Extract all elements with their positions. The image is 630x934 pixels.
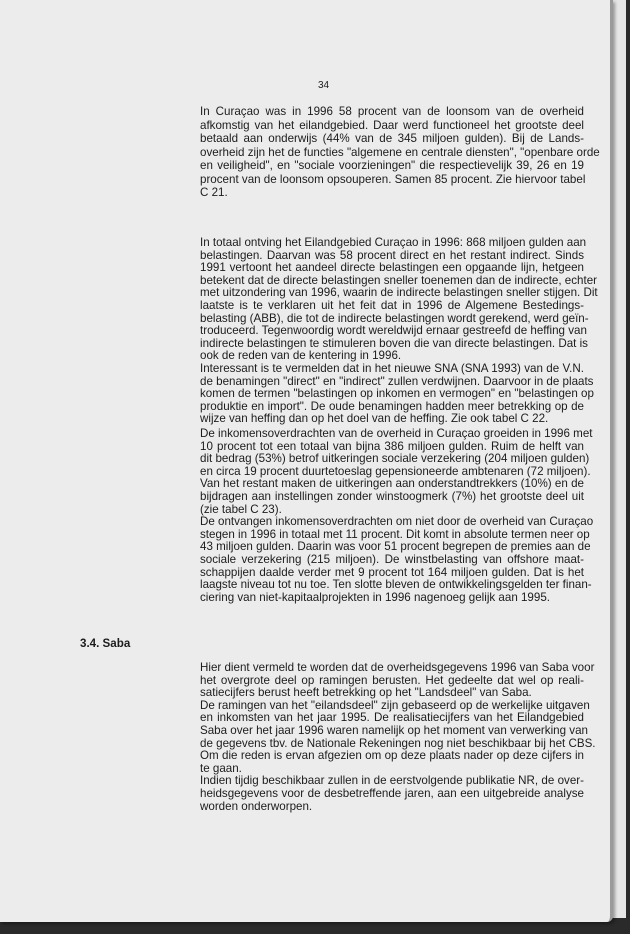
section-heading: 3.4. Saba	[80, 637, 131, 650]
text-line: De ontvangen inkomensoverdrachten om niet door de overheid van Curaçao	[200, 515, 594, 529]
text-line: In Curaçao was in 1996 58 procent van de loonsom van de overheid	[200, 105, 584, 118]
text-line: 43 miljoen gulden. Daarin was voor 51 procent begrepen de premies aan de	[200, 540, 591, 554]
text-line: satiecijfers berust heeft betrekking op het "Landsdeel" van Saba.	[200, 686, 532, 700]
text-line: indirecte belastingen te stimuleren boven die van directe belastingen. Dat is	[200, 336, 588, 350]
text-line: De ramingen van het "eilandsdeel" zijn gebaseerd op de werkelijke uitgaven	[200, 698, 590, 712]
text-line: produktie en import". De oude benamingen hadden meer betrekking op de	[200, 399, 584, 413]
paragraph-inkomensoverdrachten	[200, 427, 593, 516]
text-line: 10 procent tot een totaal van bijna 386 miljoen gulden. Ruim de helft van	[200, 439, 584, 453]
text-line: Hier dient vermeld te worden dat de overheidsgegevens 1996 van Saba voor	[200, 661, 595, 674]
text-line: belastingen. Daarvan was 58 procent direct en het restant indirect. Sinds	[200, 248, 584, 262]
text-line: sociale verzekering (215 miljoen). De winstbelasting van offshore maat-	[200, 552, 584, 566]
paragraph-saba-ramingen	[200, 698, 596, 776]
text-line: troduceerd. Tegenwoordig wordt wereldwijd ernaar gestreefd de heffing van	[200, 324, 587, 338]
paragraph-sna	[200, 362, 594, 426]
text-line: heidsgegevens voor de desbetreffende jaren, aan een uitgebreide analyse	[200, 786, 584, 800]
text-line: komen de termen "belastingen op inkomen en vermogen" en "belastingen op	[200, 387, 594, 401]
text-line: stegen in 1996 in totaal met 11 procent. Dit komt in absolute termen neer op	[200, 527, 590, 541]
text-line: laagste niveau tot nu toe. Ten slotte bleven de ontwikkelingsgelden ter finan-	[200, 578, 592, 592]
text-line: 1991 vertoont het aandeel directe belastingen een opgaande lijn, hetgeen	[200, 261, 584, 275]
text-line: betaald aan onderwijs (44% van de 345 miljoen gulden). Bij de Lands-	[200, 132, 584, 145]
text-line: Indien tijdig beschikbaar zullen in de eerstvolgende publikatie NR, de over-	[200, 774, 584, 788]
text-line: De inkomensoverdrachten van de overheid in Curaçao groeiden in 1996 met	[200, 427, 593, 440]
paragraph-saba-intro	[200, 661, 595, 700]
text-line: de benamingen "direct" en "indirect" zullen verdwijnen. Daarvoor in de plaats	[200, 374, 594, 388]
text-line: procent van de loonsom opsouperen. Samen 85 procent. Zie hiervoor tabel	[200, 172, 586, 186]
text-line: Van het restant maken de uitkeringen aan onderstandtrekkers (10%) en de	[200, 477, 584, 491]
text-line: Om die reden is ervan afgezien om op deze plaats nader op deze cijfers in	[200, 749, 584, 763]
text-line: laatste is te verklaren uit het feit dat in 1996 de Algemene Bestedings-	[200, 298, 584, 312]
text-line: belasting (ABB), die tot de indirecte belastingen wordt gerekend, werd geïn-	[200, 311, 589, 325]
text-line: te gaan.	[200, 761, 242, 775]
paragraph-belastingen	[200, 236, 598, 363]
paragraph-saba-publicatie	[200, 775, 584, 813]
text-line: schappijen daalde verder met 9 procent tot 164 miljoen gulden. Dat is het	[200, 565, 584, 579]
text-line: betekent dat de directe belastingen sneller toenemen dan de indirecte, echter	[200, 273, 598, 287]
text-line: (zie tabel C 23).	[200, 502, 282, 516]
text-line: bijdragen aan instellingen zonder winstoogmerk (7%) het grootste deel uit	[200, 489, 584, 503]
text-line: afkomstig van het eilandgebied. Daar werd functioneel het grootste deel	[200, 118, 584, 132]
text-line: Saba over het jaar 1996 waren namelijk op het moment van verwerking van	[200, 723, 588, 737]
text-line: en veiligheid", en "sociale voorzieningen" die respectievelijk 39, 26 en 19	[200, 159, 584, 172]
text-line: C 21.	[200, 186, 228, 199]
text-line: In totaal ontving het Eilandgebied Curaçao in 1996: 868 miljoen gulden aan	[200, 236, 587, 249]
text-line: en circa 19 procent duurtetoeslag gepensioneerde ambtenaren (72 miljoen).	[200, 464, 591, 478]
page-number: 34	[318, 80, 330, 91]
text-line: het overgrote deel op ramingen berusten. Het gedeelte dat wel op reali-	[200, 673, 584, 687]
text-line: overheid zijn het de functies "algemene en centrale diensten", "openbare orde	[200, 145, 600, 159]
text-line: met uitzondering van 1996, waarin de indirecte belastingen sneller stijgen. Dit	[200, 286, 598, 300]
text-line: en inkomsten van het jaar 1995. De realisatiecijfers van het Eilandgebied	[200, 711, 584, 725]
text-line: Interessant is te vermelden dat in het nieuwe SNA (SNA 1993) van de V.N.	[200, 362, 584, 375]
text-line: worden onderworpen.	[200, 799, 313, 813]
text-line: dit bedrag (53%) betrof uitkeringen sociale verzekering (204 miljoen gulden)	[200, 452, 590, 466]
paragraph-loonsom	[200, 105, 600, 200]
text-line: wijze van heffing dan op het doel van de heffing. Zie ook tabel C 22.	[200, 412, 549, 426]
text-line: ciering van niet-kapitaalprojekten in 1996 nagenoeg gelijk aan 1995.	[200, 590, 550, 604]
text-line: ook de reden van de kentering in 1996.	[200, 349, 402, 363]
text-line: de gegevens tbv. de Nationale Rekeningen nog niet beschikbaar bij het CBS.	[200, 736, 596, 750]
paragraph-ontvangen-overdrachten	[200, 515, 594, 604]
